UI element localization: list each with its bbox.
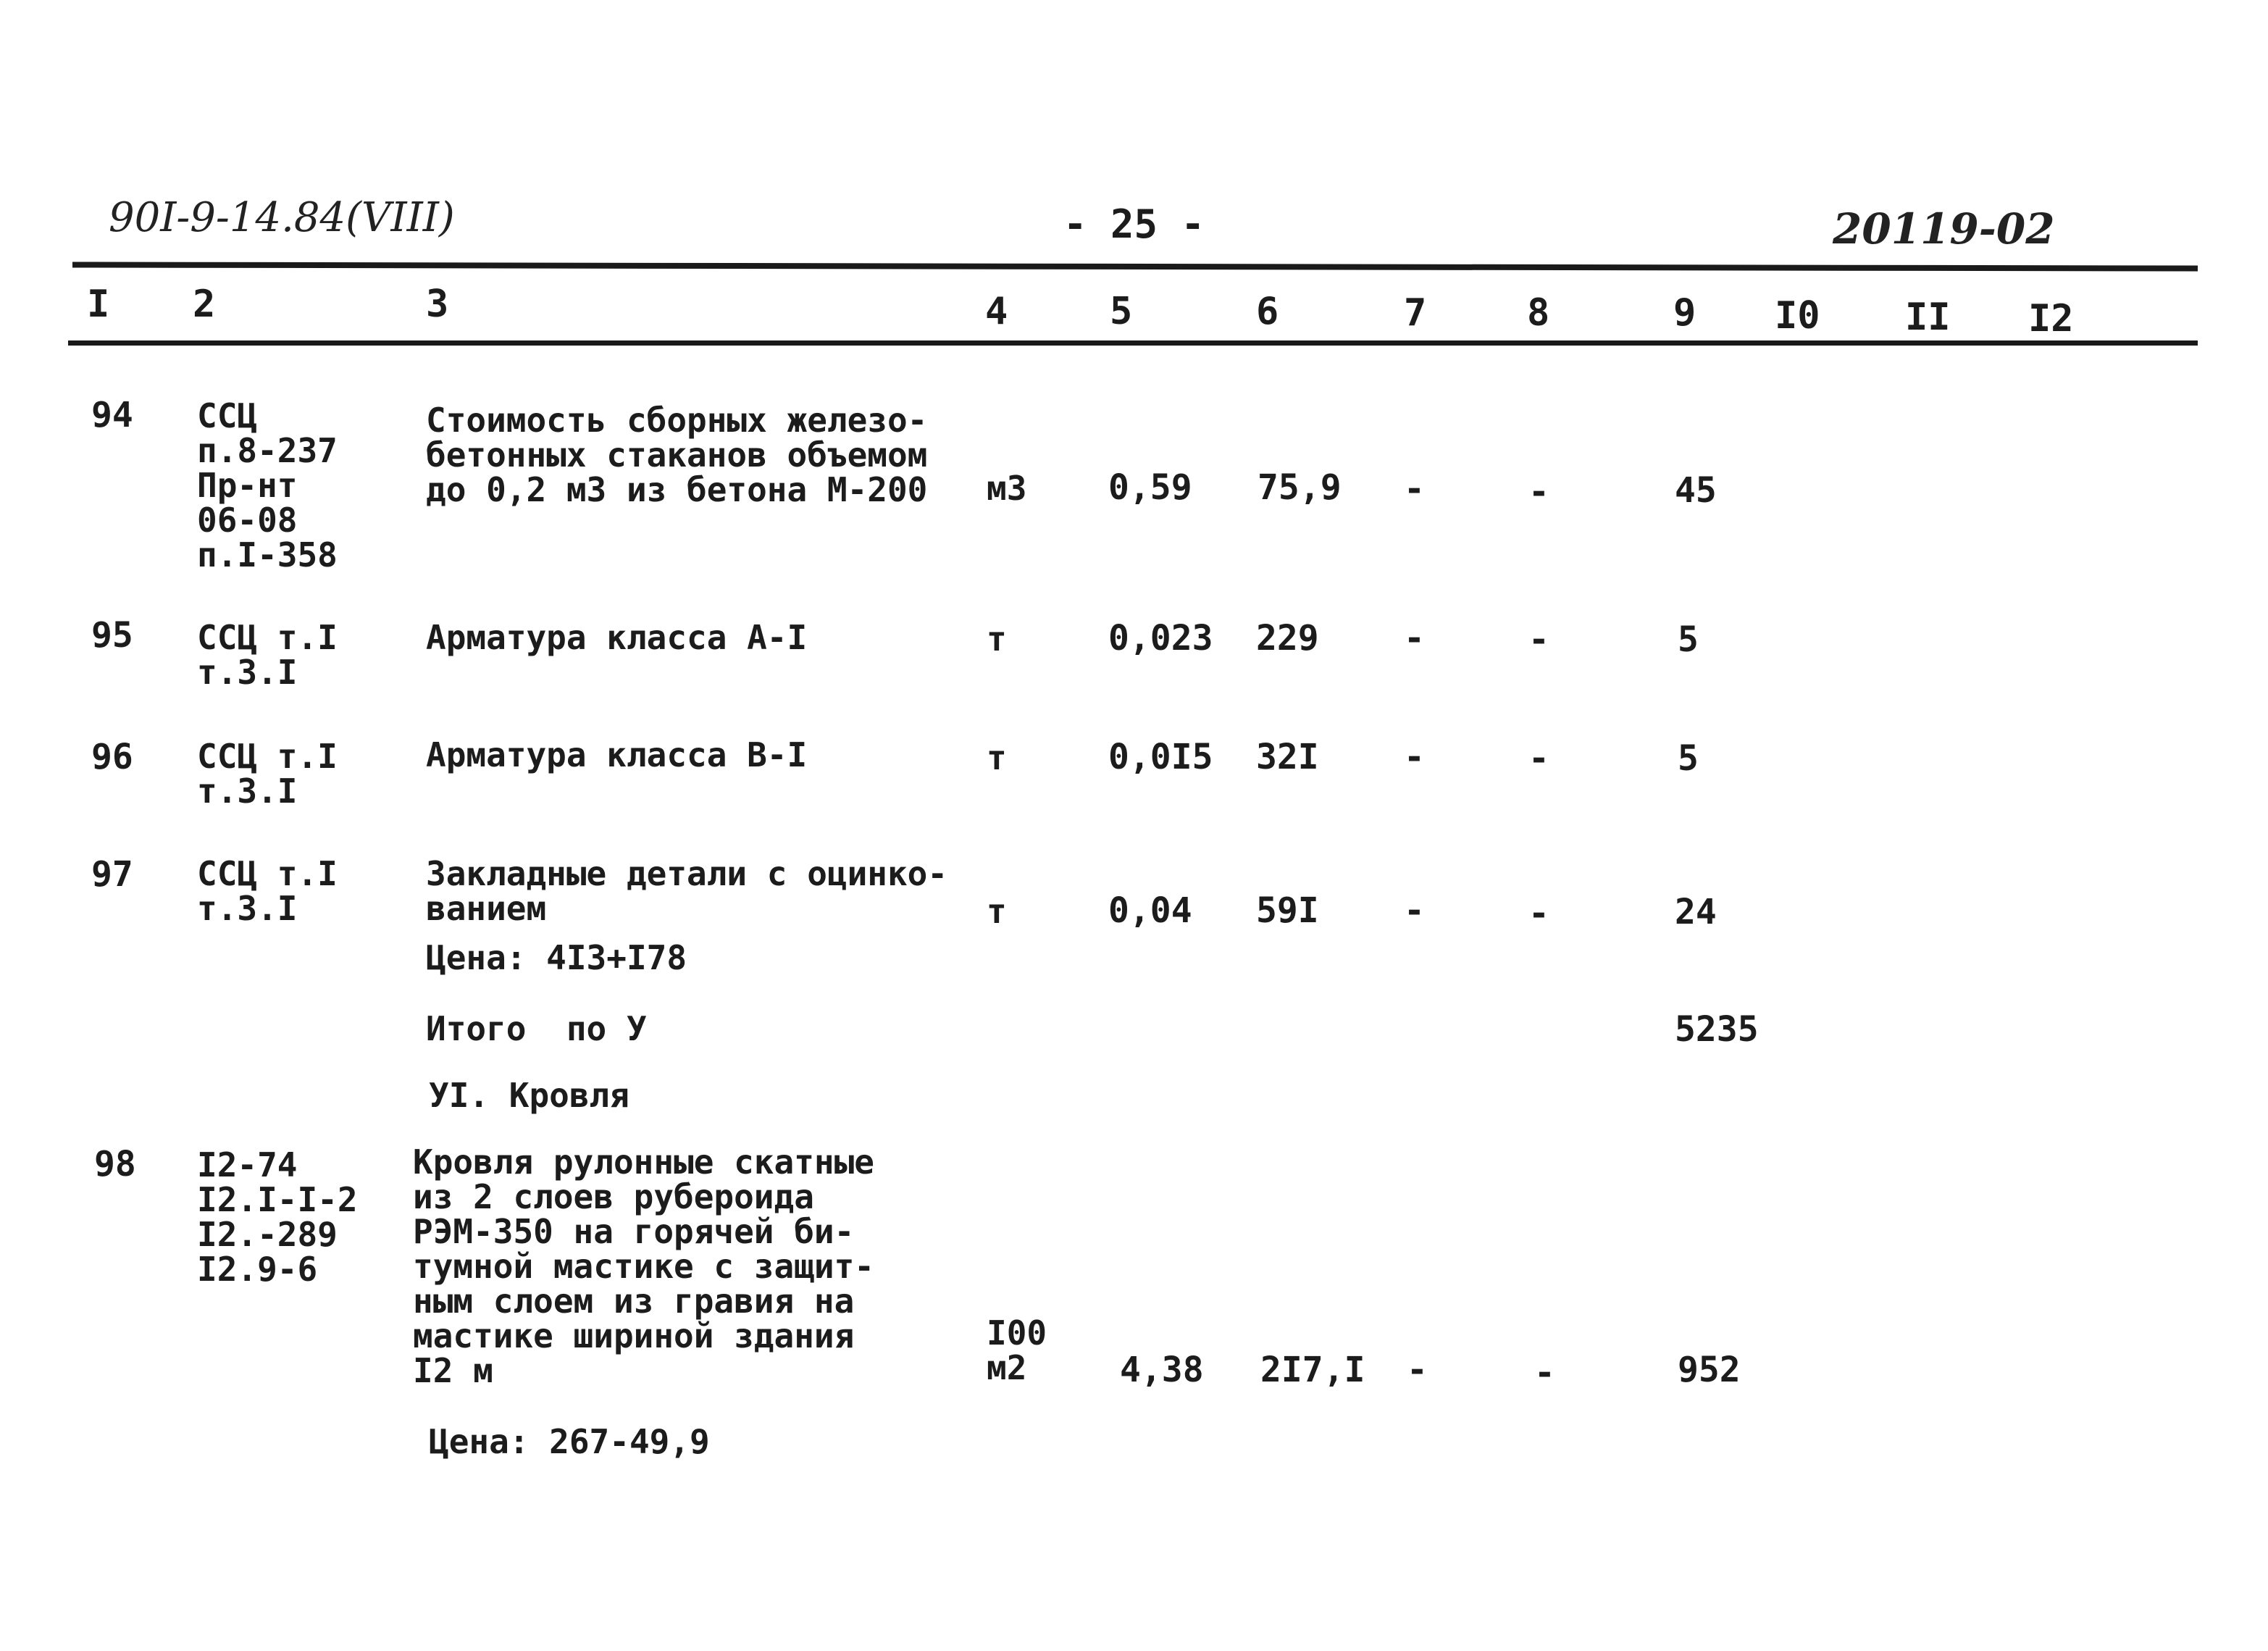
row-description: Стоимость сборных железо- бетонных стаканов объемом до 0,2 м3 из бетона М-200 <box>426 401 928 509</box>
row-price-note: Цена: 267-49,9 <box>429 1422 710 1461</box>
row-price: 75,9 <box>1258 467 1342 508</box>
row-code: ССЦ т.I т.3.I <box>197 854 338 928</box>
row-code: ССЦ т.I т.3.I <box>197 618 338 692</box>
col-header-11: II <box>1905 296 1951 339</box>
row-total: 45 <box>1675 470 1717 511</box>
row-number: 96 <box>91 737 133 777</box>
row-total: 5 <box>1678 738 1699 779</box>
row-col8: - <box>1528 472 1549 512</box>
col-header-9: 9 <box>1673 291 1696 335</box>
row-col7: - <box>1404 890 1425 931</box>
row-number: 98 <box>94 1144 136 1184</box>
col-header-2: 2 <box>193 283 216 326</box>
col-header-10: I0 <box>1775 294 1820 338</box>
row-unit: т <box>987 892 1007 931</box>
row-price: 32I <box>1256 737 1319 777</box>
row-price: 59I <box>1256 890 1319 931</box>
row-col7: - <box>1404 618 1425 659</box>
row-total: 24 <box>1675 892 1717 932</box>
row-total: 5 <box>1678 619 1699 660</box>
col-header-8: 8 <box>1527 291 1550 335</box>
row-code: ССЦ т.I т.3.I <box>197 737 338 811</box>
row-col7: - <box>1407 1350 1428 1390</box>
row-quantity: 0,023 <box>1108 618 1213 659</box>
col-header-3: 3 <box>426 283 449 326</box>
col-header-6: 6 <box>1256 290 1279 333</box>
col-header-7: 7 <box>1404 291 1427 335</box>
col-header-12: I2 <box>2028 297 2074 340</box>
row-price: 2I7,I <box>1260 1350 1365 1390</box>
col-header-5: 5 <box>1110 290 1133 333</box>
page-number: - 25 - <box>1063 201 1205 247</box>
row-unit: т <box>987 619 1007 659</box>
section-heading: УI. Кровля <box>429 1076 629 1115</box>
col-header-4: 4 <box>985 290 1008 333</box>
row-unit: т <box>987 738 1007 777</box>
row-col7: - <box>1404 469 1425 509</box>
row-unit: м3 <box>987 469 1027 508</box>
row-description: Закладные детали с оцинко- ванием <box>426 854 948 928</box>
subtotal-value: 5235 <box>1675 1009 1759 1050</box>
row-number: 97 <box>91 854 133 895</box>
row-col8: - <box>1528 619 1549 660</box>
top-rule <box>72 262 2198 271</box>
row-quantity: 0,59 <box>1108 467 1192 508</box>
row-description: Кровля рулонные скатные из 2 слоев рубероида РЭМ-350 на горячей би- тумной мастике с защит- ным слоем из гравия на мастике шириной здания I2 м <box>413 1142 874 1390</box>
document-code: 90I-9-14.84(VIII) <box>109 194 455 241</box>
row-quantity: 0,04 <box>1108 890 1192 931</box>
header-bottom-rule <box>68 340 2198 346</box>
row-col8: - <box>1528 893 1549 934</box>
sheet-code: 20119-02 <box>1833 204 2055 254</box>
row-col8: - <box>1528 738 1549 779</box>
row-total: 952 <box>1678 1350 1741 1390</box>
row-col7: - <box>1404 737 1425 777</box>
row-description: Арматура класса В-I <box>426 735 808 774</box>
row-price-note: Цена: 4I3+I78 <box>426 938 687 977</box>
row-col8: - <box>1534 1353 1555 1393</box>
row-price: 229 <box>1256 618 1319 659</box>
subtotal-label: Итого по У <box>426 1009 647 1048</box>
row-description: Арматура класса А-I <box>426 618 808 657</box>
row-number: 95 <box>91 615 133 656</box>
row-number: 94 <box>91 395 133 435</box>
row-code: ССЦ п.8-237 Пр-нт 06-08 п.I-358 <box>197 396 338 574</box>
row-code: I2-74 I2.I-I-2 I2.-289 I2.9-6 <box>197 1145 358 1289</box>
row-quantity: 0,0I5 <box>1108 737 1213 777</box>
col-header-1: I <box>87 283 110 326</box>
row-unit: I00 м2 <box>987 1313 1047 1387</box>
row-quantity: 4,38 <box>1120 1350 1204 1390</box>
